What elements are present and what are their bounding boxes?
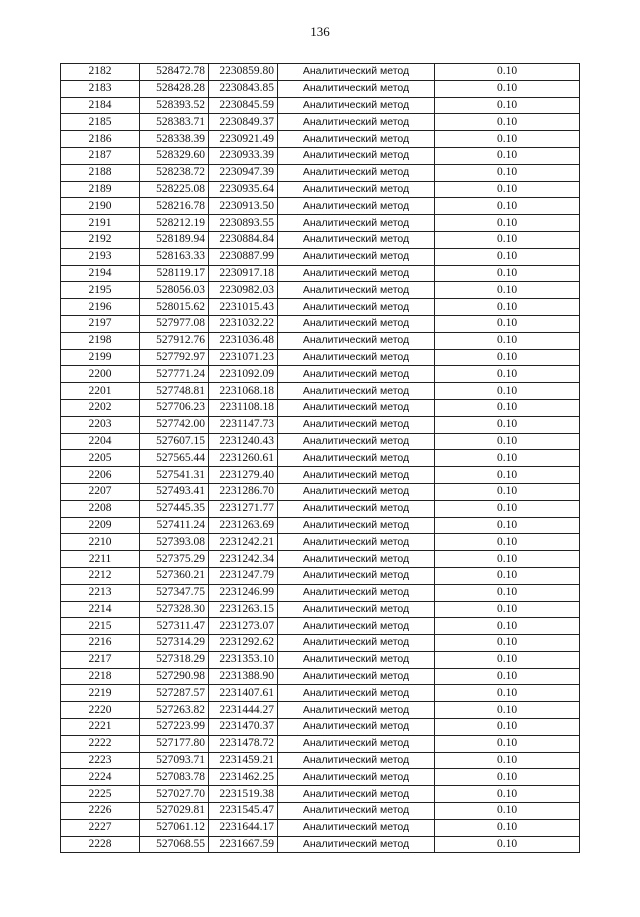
method-cell: Аналитический метод	[278, 819, 435, 836]
table-row	[61, 282, 580, 299]
x-coordinate-cell: 528472.78	[140, 64, 209, 81]
point-number-cell: 2223	[61, 752, 140, 769]
table-row	[61, 786, 580, 803]
point-number-cell: 2189	[61, 181, 140, 198]
table-row	[61, 769, 580, 786]
table-row	[61, 164, 580, 181]
y-coordinate-cell: 2231292.62	[209, 635, 278, 652]
error-cell: 0.10	[435, 181, 580, 198]
y-coordinate-cell: 2231519.38	[209, 786, 278, 803]
point-number-cell: 2184	[61, 97, 140, 114]
x-coordinate-cell: 527083.78	[140, 769, 209, 786]
table-row	[61, 231, 580, 248]
x-coordinate-cell: 527393.08	[140, 534, 209, 551]
error-cell: 0.10	[435, 299, 580, 316]
table-row	[61, 702, 580, 719]
point-number-cell: 2188	[61, 164, 140, 181]
x-coordinate-cell: 527445.35	[140, 500, 209, 517]
x-coordinate-cell: 527311.47	[140, 618, 209, 635]
method-cell: Аналитический метод	[278, 248, 435, 265]
x-coordinate-cell: 527375.29	[140, 551, 209, 568]
table-row	[61, 131, 580, 148]
error-cell: 0.10	[435, 147, 580, 164]
y-coordinate-cell: 2230849.37	[209, 114, 278, 131]
x-coordinate-cell: 527287.57	[140, 685, 209, 702]
x-coordinate-cell: 527290.98	[140, 668, 209, 685]
method-cell: Аналитический метод	[278, 551, 435, 568]
y-coordinate-cell: 2231667.59	[209, 836, 278, 853]
error-cell: 0.10	[435, 719, 580, 736]
method-cell: Аналитический метод	[278, 685, 435, 702]
x-coordinate-cell: 528329.60	[140, 147, 209, 164]
point-number-cell: 2205	[61, 450, 140, 467]
error-cell: 0.10	[435, 164, 580, 181]
table-row	[61, 349, 580, 366]
point-number-cell: 2183	[61, 80, 140, 97]
y-coordinate-cell: 2231459.21	[209, 752, 278, 769]
point-number-cell: 2199	[61, 349, 140, 366]
y-coordinate-cell: 2231644.17	[209, 819, 278, 836]
point-number-cell: 2209	[61, 517, 140, 534]
y-coordinate-cell: 2231273.07	[209, 618, 278, 635]
x-coordinate-cell: 528163.33	[140, 248, 209, 265]
method-cell: Аналитический метод	[278, 383, 435, 400]
error-cell: 0.10	[435, 500, 580, 517]
table-row	[61, 383, 580, 400]
table-row	[61, 551, 580, 568]
method-cell: Аналитический метод	[278, 735, 435, 752]
x-coordinate-cell: 527411.24	[140, 517, 209, 534]
table-row	[61, 517, 580, 534]
point-number-cell: 2210	[61, 534, 140, 551]
error-cell: 0.10	[435, 567, 580, 584]
y-coordinate-cell: 2231015.43	[209, 299, 278, 316]
error-cell: 0.10	[435, 80, 580, 97]
method-cell: Аналитический метод	[278, 450, 435, 467]
x-coordinate-cell: 528225.08	[140, 181, 209, 198]
point-number-cell: 2215	[61, 618, 140, 635]
error-cell: 0.10	[435, 366, 580, 383]
y-coordinate-cell: 2230845.59	[209, 97, 278, 114]
y-coordinate-cell: 2231444.27	[209, 702, 278, 719]
error-cell: 0.10	[435, 114, 580, 131]
point-number-cell: 2196	[61, 299, 140, 316]
point-number-cell: 2191	[61, 215, 140, 232]
method-cell: Аналитический метод	[278, 483, 435, 500]
point-number-cell: 2206	[61, 467, 140, 484]
point-number-cell: 2216	[61, 635, 140, 652]
y-coordinate-cell: 2231263.15	[209, 601, 278, 618]
error-cell: 0.10	[435, 618, 580, 635]
point-number-cell: 2214	[61, 601, 140, 618]
error-cell: 0.10	[435, 584, 580, 601]
error-cell: 0.10	[435, 282, 580, 299]
method-cell: Аналитический метод	[278, 147, 435, 164]
method-cell: Аналитический метод	[278, 97, 435, 114]
point-number-cell: 2207	[61, 483, 140, 500]
point-number-cell: 2198	[61, 332, 140, 349]
x-coordinate-cell: 528015.62	[140, 299, 209, 316]
y-coordinate-cell: 2231470.37	[209, 719, 278, 736]
y-coordinate-cell: 2231092.09	[209, 366, 278, 383]
table-row	[61, 567, 580, 584]
error-cell: 0.10	[435, 131, 580, 148]
point-number-cell: 2190	[61, 198, 140, 215]
point-number-cell: 2208	[61, 500, 140, 517]
method-cell: Аналитический метод	[278, 467, 435, 484]
y-coordinate-cell: 2231032.22	[209, 315, 278, 332]
y-coordinate-cell: 2231240.43	[209, 433, 278, 450]
method-cell: Аналитический метод	[278, 231, 435, 248]
y-coordinate-cell: 2231388.90	[209, 668, 278, 685]
method-cell: Аналитический метод	[278, 282, 435, 299]
method-cell: Аналитический метод	[278, 215, 435, 232]
table-row	[61, 366, 580, 383]
error-cell: 0.10	[435, 433, 580, 450]
y-coordinate-cell: 2230843.85	[209, 80, 278, 97]
table-row	[61, 80, 580, 97]
error-cell: 0.10	[435, 315, 580, 332]
method-cell: Аналитический метод	[278, 719, 435, 736]
method-cell: Аналитический метод	[278, 836, 435, 853]
error-cell: 0.10	[435, 383, 580, 400]
method-cell: Аналитический метод	[278, 265, 435, 282]
method-cell: Аналитический метод	[278, 332, 435, 349]
error-cell: 0.10	[435, 685, 580, 702]
table-row	[61, 803, 580, 820]
x-coordinate-cell: 527177.80	[140, 735, 209, 752]
y-coordinate-cell: 2231246.99	[209, 584, 278, 601]
x-coordinate-cell: 527061.12	[140, 819, 209, 836]
point-number-cell: 2212	[61, 567, 140, 584]
method-cell: Аналитический метод	[278, 702, 435, 719]
y-coordinate-cell: 2230933.39	[209, 147, 278, 164]
point-number-cell: 2200	[61, 366, 140, 383]
method-cell: Аналитический метод	[278, 299, 435, 316]
error-cell: 0.10	[435, 467, 580, 484]
error-cell: 0.10	[435, 97, 580, 114]
y-coordinate-cell: 2231108.18	[209, 399, 278, 416]
y-coordinate-cell: 2231478.72	[209, 735, 278, 752]
point-number-cell: 2194	[61, 265, 140, 282]
method-cell: Аналитический метод	[278, 517, 435, 534]
method-cell: Аналитический метод	[278, 769, 435, 786]
table-row	[61, 735, 580, 752]
error-cell: 0.10	[435, 752, 580, 769]
error-cell: 0.10	[435, 265, 580, 282]
table-row	[61, 685, 580, 702]
y-coordinate-cell: 2230859.80	[209, 64, 278, 81]
error-cell: 0.10	[435, 819, 580, 836]
x-coordinate-cell: 527068.55	[140, 836, 209, 853]
table-row	[61, 215, 580, 232]
method-cell: Аналитический метод	[278, 349, 435, 366]
point-number-cell: 2221	[61, 719, 140, 736]
table-row	[61, 181, 580, 198]
x-coordinate-cell: 528393.52	[140, 97, 209, 114]
error-cell: 0.10	[435, 483, 580, 500]
x-coordinate-cell: 527541.31	[140, 467, 209, 484]
y-coordinate-cell: 2231071.23	[209, 349, 278, 366]
x-coordinate-cell: 527347.75	[140, 584, 209, 601]
coordinates-table	[60, 63, 580, 853]
coordinates-table-body	[61, 64, 580, 853]
method-cell: Аналитический метод	[278, 198, 435, 215]
y-coordinate-cell: 2231147.73	[209, 416, 278, 433]
table-row	[61, 836, 580, 853]
y-coordinate-cell: 2231545.47	[209, 803, 278, 820]
x-coordinate-cell: 528119.17	[140, 265, 209, 282]
point-number-cell: 2211	[61, 551, 140, 568]
method-cell: Аналитический метод	[278, 651, 435, 668]
error-cell: 0.10	[435, 601, 580, 618]
method-cell: Аналитический метод	[278, 399, 435, 416]
y-coordinate-cell: 2230982.03	[209, 282, 278, 299]
y-coordinate-cell: 2231353.10	[209, 651, 278, 668]
y-coordinate-cell: 2231036.48	[209, 332, 278, 349]
table-row	[61, 500, 580, 517]
method-cell: Аналитический метод	[278, 315, 435, 332]
y-coordinate-cell: 2230935.64	[209, 181, 278, 198]
x-coordinate-cell: 528338.39	[140, 131, 209, 148]
method-cell: Аналитический метод	[278, 635, 435, 652]
table-row	[61, 198, 580, 215]
y-coordinate-cell: 2231279.40	[209, 467, 278, 484]
method-cell: Аналитический метод	[278, 534, 435, 551]
table-row	[61, 114, 580, 131]
method-cell: Аналитический метод	[278, 114, 435, 131]
page-number: 136	[310, 24, 330, 39]
point-number-cell: 2228	[61, 836, 140, 853]
y-coordinate-cell: 2231263.69	[209, 517, 278, 534]
point-number-cell: 2195	[61, 282, 140, 299]
point-number-cell: 2193	[61, 248, 140, 265]
x-coordinate-cell: 527328.30	[140, 601, 209, 618]
method-cell: Аналитический метод	[278, 80, 435, 97]
method-cell: Аналитический метод	[278, 668, 435, 685]
method-cell: Аналитический метод	[278, 752, 435, 769]
method-cell: Аналитический метод	[278, 416, 435, 433]
method-cell: Аналитический метод	[278, 64, 435, 81]
x-coordinate-cell: 527360.21	[140, 567, 209, 584]
error-cell: 0.10	[435, 450, 580, 467]
table-row	[61, 719, 580, 736]
y-coordinate-cell: 2231286.70	[209, 483, 278, 500]
x-coordinate-cell: 527792.97	[140, 349, 209, 366]
error-cell: 0.10	[435, 231, 580, 248]
x-coordinate-cell: 528189.94	[140, 231, 209, 248]
point-number-cell: 2186	[61, 131, 140, 148]
x-coordinate-cell: 527706.23	[140, 399, 209, 416]
table-row	[61, 635, 580, 652]
table-row	[61, 299, 580, 316]
error-cell: 0.10	[435, 416, 580, 433]
x-coordinate-cell: 528428.28	[140, 80, 209, 97]
x-coordinate-cell: 527912.76	[140, 332, 209, 349]
y-coordinate-cell: 2231260.61	[209, 450, 278, 467]
error-cell: 0.10	[435, 668, 580, 685]
point-number-cell: 2202	[61, 399, 140, 416]
point-number-cell: 2192	[61, 231, 140, 248]
y-coordinate-cell: 2230921.49	[209, 131, 278, 148]
error-cell: 0.10	[435, 735, 580, 752]
point-number-cell: 2225	[61, 786, 140, 803]
y-coordinate-cell: 2230887.99	[209, 248, 278, 265]
x-coordinate-cell: 527314.29	[140, 635, 209, 652]
point-number-cell: 2222	[61, 735, 140, 752]
table-row	[61, 147, 580, 164]
x-coordinate-cell: 527223.99	[140, 719, 209, 736]
point-number-cell: 2197	[61, 315, 140, 332]
point-number-cell: 2182	[61, 64, 140, 81]
table-row	[61, 265, 580, 282]
error-cell: 0.10	[435, 534, 580, 551]
y-coordinate-cell: 2231242.34	[209, 551, 278, 568]
point-number-cell: 2218	[61, 668, 140, 685]
point-number-cell: 2201	[61, 383, 140, 400]
method-cell: Аналитический метод	[278, 584, 435, 601]
error-cell: 0.10	[435, 349, 580, 366]
error-cell: 0.10	[435, 803, 580, 820]
point-number-cell: 2203	[61, 416, 140, 433]
x-coordinate-cell: 527093.71	[140, 752, 209, 769]
y-coordinate-cell: 2231462.25	[209, 769, 278, 786]
point-number-cell: 2220	[61, 702, 140, 719]
table-row	[61, 651, 580, 668]
error-cell: 0.10	[435, 198, 580, 215]
table-row	[61, 64, 580, 81]
table-row	[61, 416, 580, 433]
table-row	[61, 819, 580, 836]
x-coordinate-cell: 527771.24	[140, 366, 209, 383]
table-row	[61, 467, 580, 484]
error-cell: 0.10	[435, 64, 580, 81]
x-coordinate-cell: 528212.19	[140, 215, 209, 232]
y-coordinate-cell: 2230913.50	[209, 198, 278, 215]
x-coordinate-cell: 528056.03	[140, 282, 209, 299]
x-coordinate-cell: 527607.15	[140, 433, 209, 450]
error-cell: 0.10	[435, 248, 580, 265]
error-cell: 0.10	[435, 551, 580, 568]
point-number-cell: 2219	[61, 685, 140, 702]
point-number-cell: 2227	[61, 819, 140, 836]
table-row	[61, 483, 580, 500]
table-row	[61, 534, 580, 551]
table-row	[61, 618, 580, 635]
y-coordinate-cell: 2231407.61	[209, 685, 278, 702]
method-cell: Аналитический метод	[278, 567, 435, 584]
y-coordinate-cell: 2230947.39	[209, 164, 278, 181]
table-row	[61, 332, 580, 349]
table-row	[61, 399, 580, 416]
method-cell: Аналитический метод	[278, 164, 435, 181]
error-cell: 0.10	[435, 635, 580, 652]
table-row	[61, 601, 580, 618]
error-cell: 0.10	[435, 836, 580, 853]
point-number-cell: 2185	[61, 114, 140, 131]
x-coordinate-cell: 527493.41	[140, 483, 209, 500]
x-coordinate-cell: 527027.70	[140, 786, 209, 803]
point-number-cell: 2224	[61, 769, 140, 786]
x-coordinate-cell: 527318.29	[140, 651, 209, 668]
method-cell: Аналитический метод	[278, 366, 435, 383]
table-row	[61, 97, 580, 114]
table-row	[61, 668, 580, 685]
y-coordinate-cell: 2230893.55	[209, 215, 278, 232]
table-row	[61, 584, 580, 601]
method-cell: Аналитический метод	[278, 181, 435, 198]
y-coordinate-cell: 2230884.84	[209, 231, 278, 248]
x-coordinate-cell: 527748.81	[140, 383, 209, 400]
point-number-cell: 2204	[61, 433, 140, 450]
error-cell: 0.10	[435, 399, 580, 416]
y-coordinate-cell: 2230917.18	[209, 265, 278, 282]
y-coordinate-cell: 2231271.77	[209, 500, 278, 517]
method-cell: Аналитический метод	[278, 500, 435, 517]
x-coordinate-cell: 528238.72	[140, 164, 209, 181]
x-coordinate-cell: 527742.00	[140, 416, 209, 433]
method-cell: Аналитический метод	[278, 786, 435, 803]
y-coordinate-cell: 2231068.18	[209, 383, 278, 400]
error-cell: 0.10	[435, 215, 580, 232]
error-cell: 0.10	[435, 786, 580, 803]
x-coordinate-cell: 527977.08	[140, 315, 209, 332]
point-number-cell: 2226	[61, 803, 140, 820]
table-row	[61, 433, 580, 450]
table-row	[61, 752, 580, 769]
y-coordinate-cell: 2231247.79	[209, 567, 278, 584]
x-coordinate-cell: 527029.81	[140, 803, 209, 820]
x-coordinate-cell: 528383.71	[140, 114, 209, 131]
error-cell: 0.10	[435, 769, 580, 786]
method-cell: Аналитический метод	[278, 433, 435, 450]
table-row	[61, 248, 580, 265]
error-cell: 0.10	[435, 517, 580, 534]
x-coordinate-cell: 528216.78	[140, 198, 209, 215]
y-coordinate-cell: 2231242.21	[209, 534, 278, 551]
table-row	[61, 450, 580, 467]
method-cell: Аналитический метод	[278, 601, 435, 618]
method-cell: Аналитический метод	[278, 803, 435, 820]
table-row	[61, 315, 580, 332]
point-number-cell: 2187	[61, 147, 140, 164]
error-cell: 0.10	[435, 702, 580, 719]
point-number-cell: 2217	[61, 651, 140, 668]
method-cell: Аналитический метод	[278, 618, 435, 635]
method-cell: Аналитический метод	[278, 131, 435, 148]
error-cell: 0.10	[435, 651, 580, 668]
error-cell: 0.10	[435, 332, 580, 349]
x-coordinate-cell: 527565.44	[140, 450, 209, 467]
x-coordinate-cell: 527263.82	[140, 702, 209, 719]
point-number-cell: 2213	[61, 584, 140, 601]
